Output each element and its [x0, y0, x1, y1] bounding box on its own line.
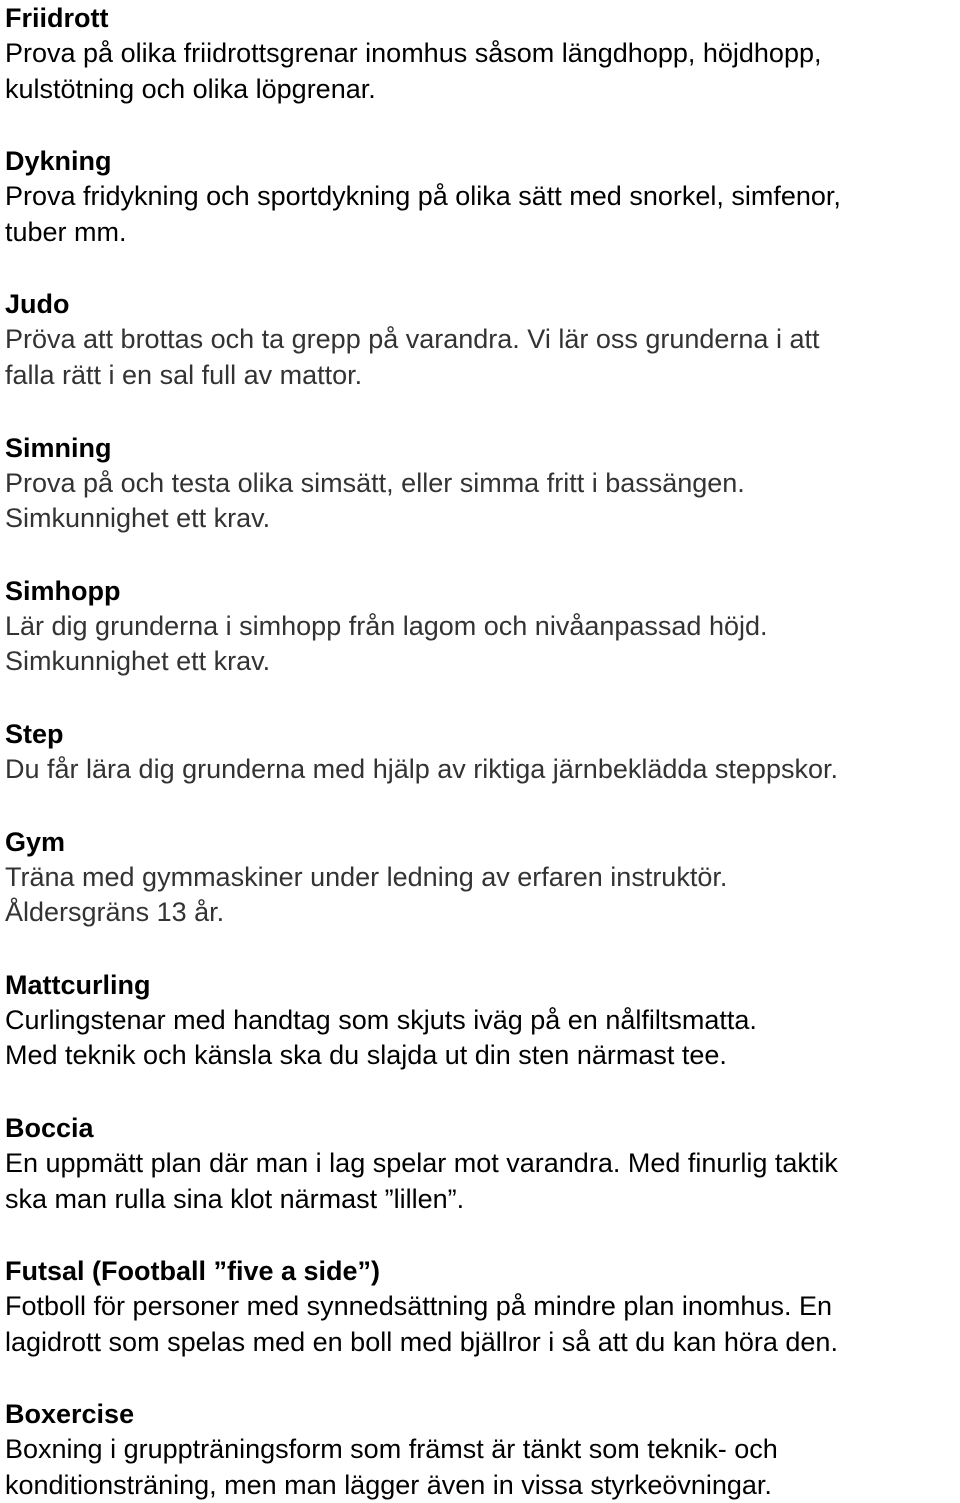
- section-friidrott: [5, 0, 955, 107]
- section-text-line: falla rätt i en sal full av mattor.: [5, 359, 363, 390]
- section-text-line: konditionsträning, men man lägger även in vissa styrkeövningar.: [5, 1469, 772, 1500]
- section-mattcurling: [5, 967, 955, 1074]
- section-title: Judo: [5, 289, 70, 320]
- section-text-line: Du får lära dig grunderna med hjälp av riktiga järnbeklädda steppskor.: [5, 753, 838, 784]
- section-text-line: Träna med gymmaskiner under ledning av erfaren instruktör.: [5, 861, 728, 892]
- section-text-line: Pröva att brottas och ta grepp på varandra. Vi lär oss grunderna i att: [5, 324, 820, 355]
- section-boxercise: [5, 1396, 955, 1503]
- section-title: Simhopp: [5, 575, 121, 606]
- section-text-line: lagidrott som spelas med en boll med bjällror i så att du kan höra den.: [5, 1326, 838, 1357]
- section-boccia: [5, 1110, 955, 1217]
- section-dykning: [5, 143, 955, 250]
- document-page: [5, 0, 955, 1503]
- section-title: Step: [5, 718, 64, 749]
- section-judo: [5, 286, 955, 393]
- section-title: Boccia: [5, 1112, 94, 1143]
- section-title: Futsal (Football ”five a side”): [5, 1256, 381, 1287]
- section-simning: [5, 430, 955, 537]
- section-title: Mattcurling: [5, 969, 151, 1000]
- section-simhopp: [5, 573, 955, 680]
- section-text-line: En uppmätt plan där man i lag spelar mot varandra. Med finurlig taktik: [5, 1147, 838, 1178]
- section-title: Dykning: [5, 146, 112, 177]
- section-text-line: Curlingstenar med handtag som skjuts iväg på en nålfiltsmatta.: [5, 1004, 757, 1035]
- section-text-line: tuber mm.: [5, 216, 127, 247]
- section-text-line: Fotboll för personer med synnedsättning på mindre plan inomhus. En: [5, 1291, 832, 1322]
- section-futsal: [5, 1253, 955, 1360]
- section-title: Friidrott: [5, 3, 109, 33]
- section-text-line: Åldersgräns 13 år.: [5, 897, 225, 928]
- section-text-line: Simkunnighet ett krav.: [5, 646, 271, 677]
- section-text-line: Boxning i gruppträningsform som främst är tänkt som teknik- och: [5, 1434, 778, 1465]
- section-text-line: Simkunnighet ett krav.: [5, 503, 271, 534]
- section-text-line: Prova fridykning och sportdykning på olika sätt med snorkel, simfenor,: [5, 181, 841, 212]
- section-text-line: Prova på olika friidrottsgrenar inomhus såsom längdhopp, höjdhopp,: [5, 38, 822, 68]
- section-step: [5, 716, 955, 788]
- section-title: Gym: [5, 826, 66, 857]
- section-text-line: Lär dig grunderna i simhopp från lagom och nivåanpassad höjd.: [5, 610, 768, 641]
- section-text-line: ska man rulla sina klot närmast ”lillen”.: [5, 1183, 465, 1214]
- section-text-line: kulstötning och olika löpgrenar.: [5, 73, 376, 104]
- section-title: Boxercise: [5, 1399, 135, 1430]
- section-title: Simning: [5, 432, 112, 463]
- section-text-line: Prova på och testa olika simsätt, eller simma fritt i bassängen.: [5, 467, 745, 498]
- section-gym: [5, 824, 955, 931]
- section-text-line: Med teknik och känsla ska du slajda ut din sten närmast tee.: [5, 1040, 727, 1071]
